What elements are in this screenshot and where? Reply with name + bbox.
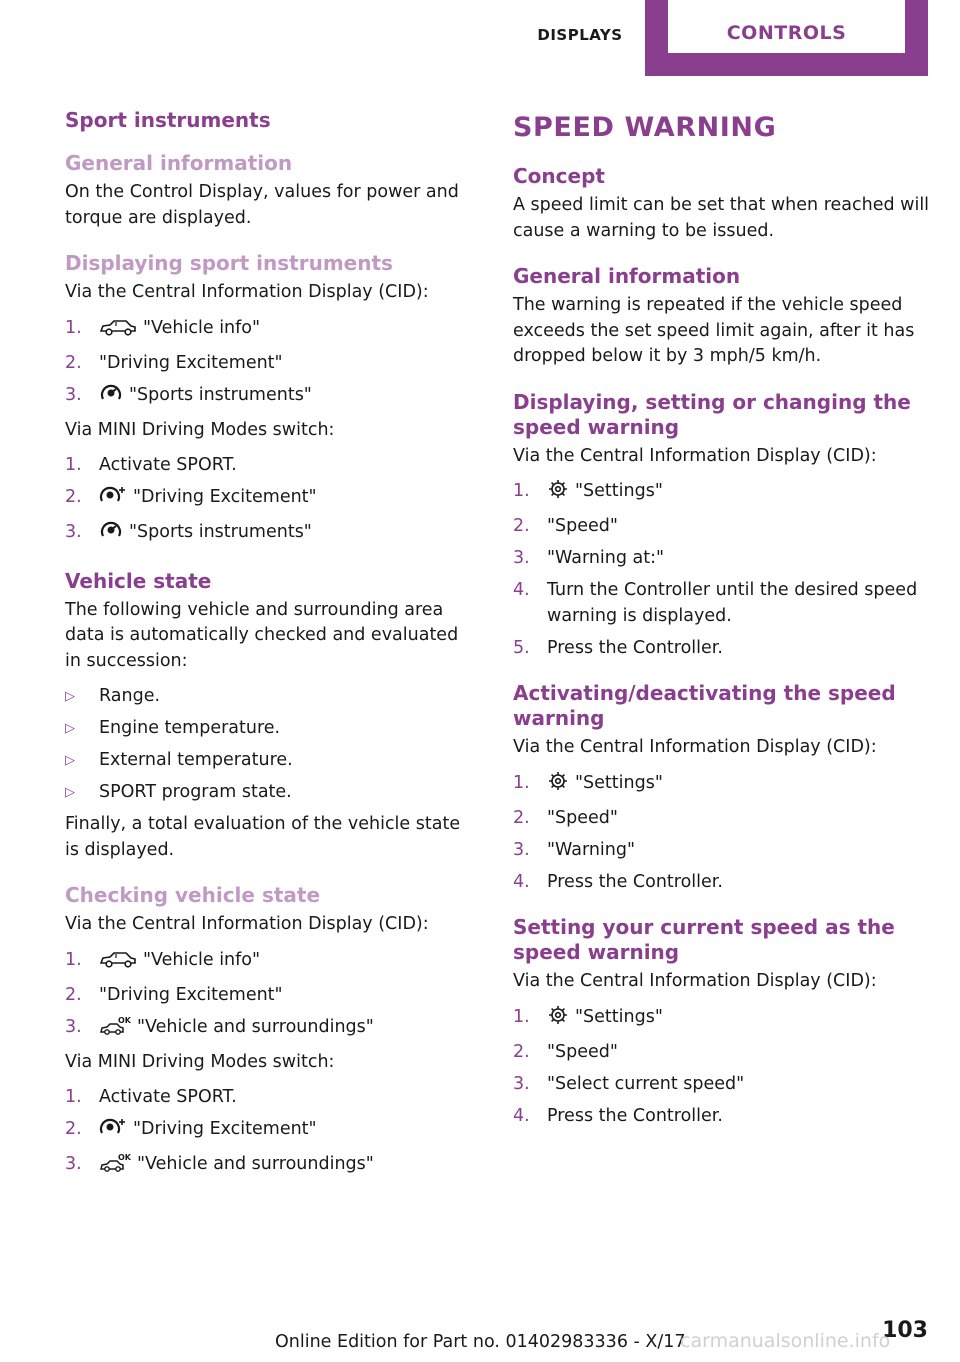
step-text: "Warning" (547, 839, 636, 860)
list-item (65, 983, 475, 1009)
step-number: 1. (513, 1006, 530, 1027)
bullet-triangle-icon: ▷ (65, 689, 75, 704)
bullet-text: SPORT program state. (99, 782, 292, 802)
general-information-text: On the Control Display, values for power and torque are displayed. (65, 182, 459, 228)
edition-text: Online Edition for Part no. 01402983336 - X/17 (275, 1332, 686, 1352)
watermark: carmanualsonline.info (680, 1330, 891, 1352)
general-information-title: General information (513, 264, 741, 288)
car-icon (99, 950, 137, 977)
step-text: "Vehicle info" (143, 949, 261, 970)
concept-title: Concept (513, 164, 605, 188)
list-item (65, 748, 475, 774)
sport-switch-steps (65, 453, 475, 549)
list-item (65, 485, 475, 514)
list-item (65, 1085, 475, 1111)
bullet-text: Range. (99, 686, 161, 706)
bullet-triangle-icon: ▷ (65, 753, 75, 768)
checking-switch-steps (65, 1085, 475, 1181)
sport-gauge-icon (99, 383, 123, 412)
page-number: 103 (882, 1318, 928, 1343)
step-number: 4. (513, 871, 530, 892)
step-text: "Driving Excitement" (99, 352, 283, 373)
step-text: "Driving Excitement" (133, 487, 317, 507)
right-column (513, 108, 933, 1136)
step-text: Press the Controller. (547, 637, 723, 658)
list-item (513, 1072, 933, 1098)
ok-label: OK (118, 1153, 131, 1162)
page-footer (0, 1318, 960, 1358)
list-item (513, 479, 933, 508)
step-text: Activate SPORT. (99, 1087, 237, 1107)
sport-cid-steps (65, 316, 475, 412)
list-item (65, 780, 475, 806)
step-number: 2. (65, 352, 82, 373)
step-number: 1. (513, 481, 530, 501)
list-item (65, 453, 475, 479)
step-number: 4. (513, 1105, 530, 1126)
via-switch-text: Via MINI Driving Modes switch: (65, 419, 335, 440)
list-item (513, 771, 933, 800)
step-number: 3. (513, 1073, 530, 1094)
speed-warning-title: SPEED WARNING (513, 112, 777, 143)
step-number: 1. (65, 949, 82, 970)
step-number: 3. (65, 1016, 82, 1037)
checking-cid-steps (65, 948, 475, 1044)
step-number: 5. (513, 637, 530, 658)
tab-controls-label: CONTROLS (668, 0, 905, 53)
list-item (513, 1040, 933, 1066)
tab-displays[interactable]: DISPLAYS (537, 26, 623, 44)
concept-text: A speed limit can be set that when reached will cause a warning to be issued. (513, 195, 930, 241)
step-number: 1. (513, 772, 530, 793)
car-ok-icon (99, 1152, 131, 1181)
bullet-text: Engine temperature. (99, 718, 281, 738)
step-number: 2. (513, 1041, 530, 1062)
step-text: "Vehicle and surroundings" (137, 1016, 374, 1037)
list-item (65, 1117, 475, 1146)
list-item (513, 870, 933, 896)
step-text: "Select current speed" (547, 1073, 745, 1094)
list-item (65, 520, 475, 549)
step-number: 2. (65, 487, 82, 507)
general-information-title: General information (65, 151, 293, 175)
step-text: Turn the Controller until the desired speed warning is displayed. (547, 580, 918, 626)
list-item (513, 1104, 933, 1130)
bullet-triangle-icon: ▷ (65, 721, 75, 736)
sport-instruments-title: Sport instruments (65, 108, 271, 132)
displaying-setting-title: Displaying, setting or changing the speed warning (513, 389, 911, 439)
via-cid-text: Via the Central Information Display (CID): (65, 282, 429, 302)
finally-text: Finally, a total evaluation of the vehicle state is displayed. (65, 814, 461, 860)
list-item (513, 1005, 933, 1034)
step-number: 2. (513, 807, 530, 828)
step-text: "Warning at:" (547, 548, 665, 568)
via-cid-text: Via the Central Information Display (CID): (513, 971, 877, 991)
list-item (513, 514, 933, 540)
activating-deactivating-title: Activating/deactivating the speed warning (513, 681, 896, 730)
list-item (65, 684, 475, 710)
step-text: "Settings" (575, 772, 663, 793)
bullet-text: External temperature. (99, 750, 293, 770)
step-number: 1. (65, 1087, 82, 1107)
setting-current-speed-title: Setting your current speed as the speed warning (513, 915, 895, 964)
step-text: "Driving Excitement" (99, 984, 283, 1005)
via-cid-text: Via the Central Information Display (CID): (65, 914, 429, 934)
displaying-sport-title: Displaying sport instruments (65, 251, 393, 275)
header-tabs (0, 0, 960, 80)
step-text: Activate SPORT. (99, 455, 237, 475)
step-text: "Settings" (575, 481, 663, 501)
step-text: Press the Controller. (547, 1105, 723, 1126)
list-item (65, 351, 475, 377)
step-text: "Settings" (575, 1006, 663, 1027)
list-item (65, 948, 475, 977)
ok-label: OK (118, 1015, 131, 1025)
list-item (65, 1152, 475, 1181)
list-item (65, 716, 475, 742)
step-text: "Sports instruments" (129, 384, 312, 405)
step-text: "Speed" (547, 516, 618, 536)
step-number: 3. (65, 1154, 82, 1174)
step-text: "Vehicle info" (143, 317, 261, 338)
via-switch-text: Via MINI Driving Modes switch: (65, 1051, 335, 1072)
car-icon (99, 318, 137, 345)
step-number: 2. (513, 516, 530, 536)
sport-gauge-sparkle-icon (99, 1117, 127, 1146)
general-information-text: The warning is repeated if the vehicle speed exceeds the set speed limit again, after it has dropped below it by 3 mph/5 km/h. (513, 295, 915, 366)
current-speed-steps (513, 1005, 933, 1130)
step-text: "Driving Excitement" (133, 1119, 317, 1139)
step-number: 3. (65, 384, 82, 405)
list-item (513, 806, 933, 832)
display-setting-steps (513, 479, 933, 661)
activating-steps (513, 771, 933, 896)
via-cid-text: Via the Central Information Display (CID): (513, 737, 877, 757)
settings-gear-icon (547, 771, 569, 800)
step-text: "Speed" (547, 807, 618, 828)
vehicle-state-bullets (65, 684, 475, 806)
list-item (65, 1015, 475, 1044)
tab-controls[interactable] (645, 0, 928, 76)
sport-gauge-sparkle-icon (99, 485, 127, 514)
step-text: "Sports instruments" (129, 522, 312, 542)
list-item (65, 383, 475, 412)
step-number: 2. (65, 1119, 82, 1139)
step-text: "Vehicle and surroundings" (137, 1154, 374, 1174)
step-number: 3. (513, 839, 530, 860)
step-number: 4. (513, 580, 530, 600)
settings-gear-icon (547, 1005, 569, 1034)
left-column (65, 108, 475, 1187)
list-item (513, 546, 933, 572)
bullet-triangle-icon: ▷ (65, 785, 75, 800)
list-item (513, 636, 933, 662)
list-item (65, 316, 475, 345)
checking-vehicle-state-title: Checking vehicle state (65, 883, 321, 907)
car-ok-icon (99, 1015, 131, 1044)
vehicle-state-title: Vehicle state (65, 568, 212, 593)
via-cid-text: Via the Central Information Display (CID): (513, 445, 877, 466)
step-number: 3. (65, 522, 82, 542)
list-item (513, 578, 933, 629)
step-number: 1. (65, 317, 82, 338)
sport-gauge-icon (99, 520, 123, 549)
step-number: 3. (513, 548, 530, 568)
list-item (513, 838, 933, 864)
vehicle-state-text: The following vehicle and surrounding area data is automatically checked and evaluated in succession: (65, 599, 459, 671)
step-text: "Speed" (547, 1041, 618, 1062)
settings-gear-icon (547, 479, 569, 508)
step-number: 2. (65, 984, 82, 1005)
step-number: 1. (65, 455, 82, 475)
step-text: Press the Controller. (547, 871, 723, 892)
